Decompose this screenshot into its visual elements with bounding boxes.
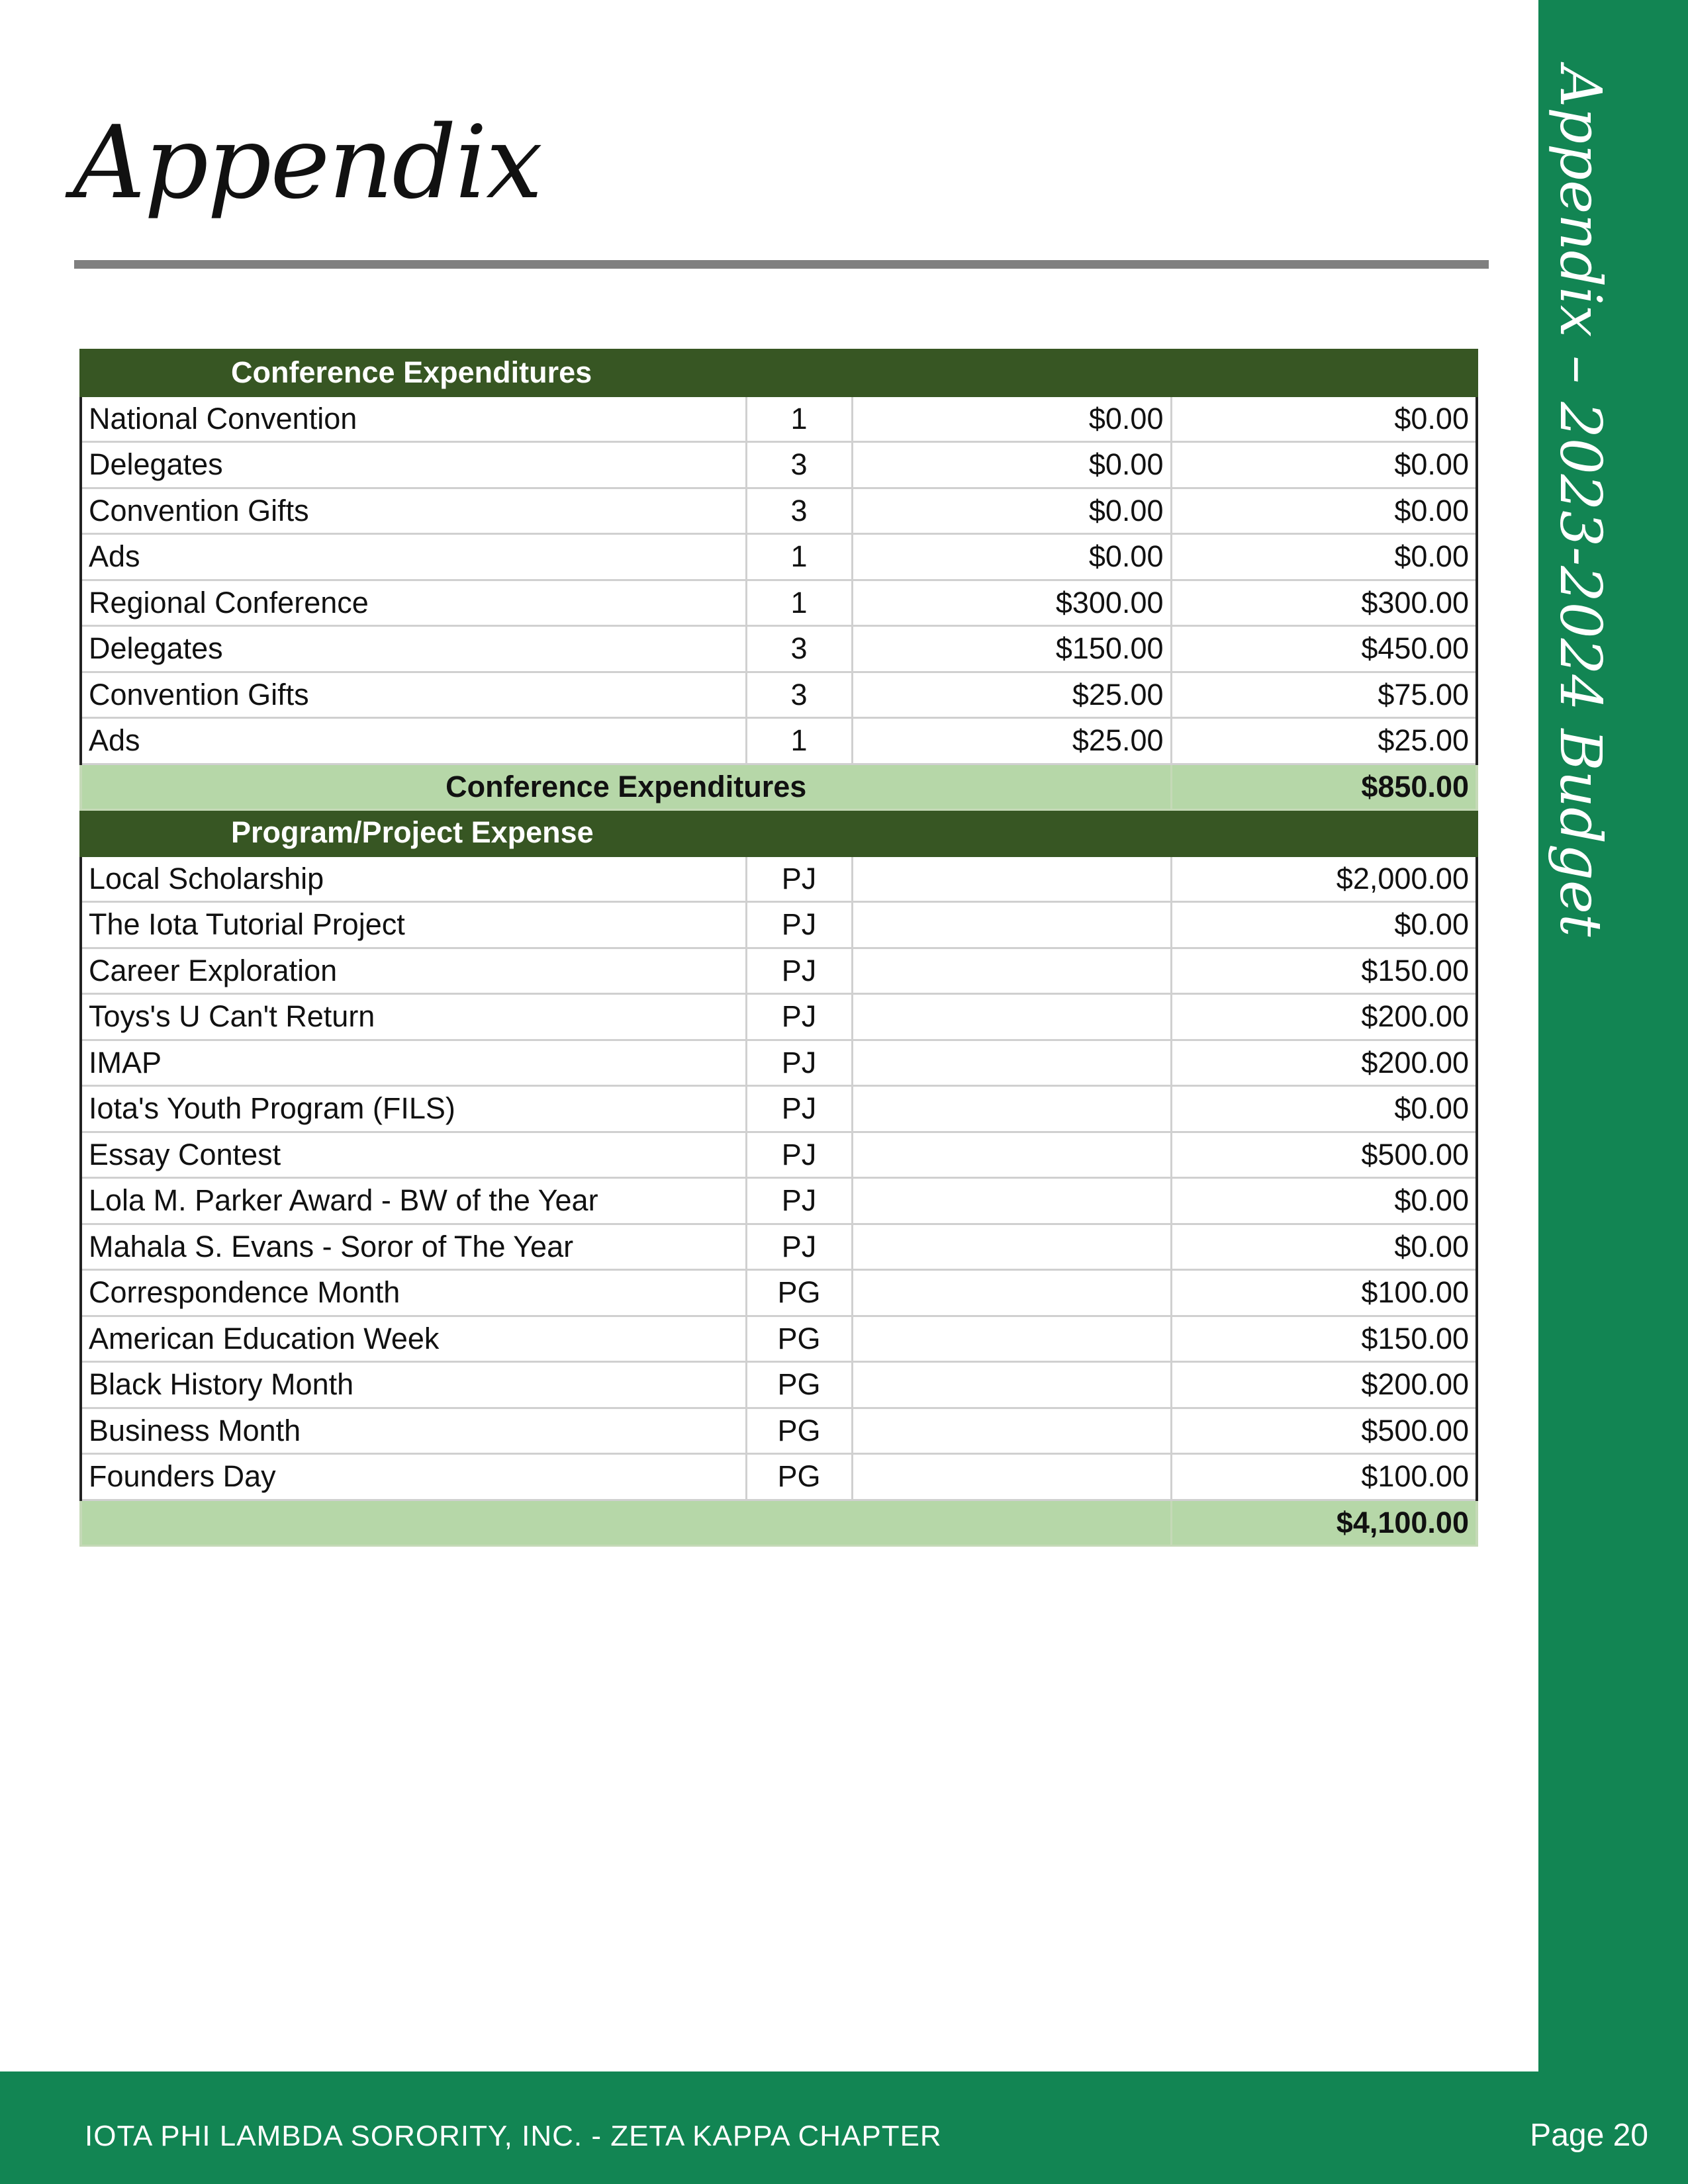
page-number: Page 20: [1530, 2118, 1648, 2153]
footer-org-name: IOTA PHI LAMBDA SORORITY, INC. - ZETA KAPPA CHAPTER: [85, 2120, 942, 2152]
table-row: [81, 948, 1477, 994]
row-item: Convention Gifts: [81, 672, 746, 718]
row-code: PJ: [746, 1178, 852, 1224]
row-quantity: 3: [746, 626, 852, 672]
row-quantity: 1: [746, 396, 852, 442]
row-total: $150.00: [1171, 948, 1477, 994]
row-total: $0.00: [1171, 1086, 1477, 1132]
row-item: Lola M. Parker Award - BW of the Year: [81, 1178, 746, 1224]
total-label: [81, 1500, 1171, 1546]
row-code: PJ: [746, 1132, 852, 1178]
row-quantity: 3: [746, 672, 852, 718]
title-divider: [74, 260, 1489, 269]
row-code: PG: [746, 1408, 852, 1454]
row-total: $0.00: [1171, 488, 1477, 534]
row-unit-cost: [852, 948, 1171, 994]
row-total: $500.00: [1171, 1132, 1477, 1178]
row-quantity: 3: [746, 488, 852, 534]
row-total: $300.00: [1171, 580, 1477, 626]
row-item: American Education Week: [81, 1316, 746, 1362]
table-row: [81, 1040, 1477, 1086]
row-unit-cost: [852, 1362, 1171, 1408]
section-title: Program/Project Expense: [81, 810, 746, 856]
table-row: [81, 1270, 1477, 1316]
row-unit-cost: [852, 1086, 1171, 1132]
section-header-program: [81, 810, 1477, 856]
row-code: PJ: [746, 948, 852, 994]
page-title: Appendix: [73, 104, 541, 221]
row-total: $75.00: [1171, 672, 1477, 718]
row-item: Delegates: [81, 626, 746, 672]
table-row: [81, 1454, 1477, 1500]
row-unit-cost: [852, 1454, 1171, 1500]
row-unit-cost: [852, 1040, 1171, 1086]
row-item: Ads: [81, 534, 746, 580]
row-unit-cost: [852, 902, 1171, 948]
table-row: [81, 672, 1477, 718]
row-item: Ads: [81, 718, 746, 764]
row-total: $500.00: [1171, 1408, 1477, 1454]
sidebar-title: Appendix – 2023-2024 Budget: [1547, 66, 1613, 937]
row-item: Mahala S. Evans - Soror of The Year: [81, 1224, 746, 1270]
total-label: Conference Expenditures: [81, 764, 1171, 810]
row-unit-cost: [852, 1132, 1171, 1178]
total-value: $850.00: [1171, 764, 1477, 810]
row-unit-cost: [852, 856, 1171, 902]
row-unit-cost: [852, 1178, 1171, 1224]
row-total: $0.00: [1171, 396, 1477, 442]
row-unit-cost: $0.00: [852, 488, 1171, 534]
table-row: [81, 1132, 1477, 1178]
row-total: $2,000.00: [1171, 856, 1477, 902]
row-code: PJ: [746, 902, 852, 948]
row-total: $0.00: [1171, 1224, 1477, 1270]
row-item: National Convention: [81, 396, 746, 442]
table-row: [81, 534, 1477, 580]
section-header-conference: [81, 350, 1477, 396]
row-unit-cost: $300.00: [852, 580, 1171, 626]
row-item: Correspondence Month: [81, 1270, 746, 1316]
row-item: Business Month: [81, 1408, 746, 1454]
row-total: $150.00: [1171, 1316, 1477, 1362]
row-item: Essay Contest: [81, 1132, 746, 1178]
table-row: [81, 856, 1477, 902]
row-total: $100.00: [1171, 1270, 1477, 1316]
row-total: $100.00: [1171, 1454, 1477, 1500]
row-code: PJ: [746, 1086, 852, 1132]
row-unit-cost: $0.00: [852, 442, 1171, 488]
table-row: [81, 902, 1477, 948]
row-total: $450.00: [1171, 626, 1477, 672]
row-item: Toys's U Can't Return: [81, 994, 746, 1040]
table-row: [81, 488, 1477, 534]
row-code: PG: [746, 1362, 852, 1408]
row-item: Iota's Youth Program (FILS): [81, 1086, 746, 1132]
row-total: $0.00: [1171, 1178, 1477, 1224]
row-code: PJ: [746, 994, 852, 1040]
row-item: Founders Day: [81, 1454, 746, 1500]
row-code: PJ: [746, 856, 852, 902]
table-row: [81, 396, 1477, 442]
row-quantity: 1: [746, 718, 852, 764]
row-total: $200.00: [1171, 1040, 1477, 1086]
table-row: [81, 718, 1477, 764]
row-quantity: 1: [746, 534, 852, 580]
row-item: Black History Month: [81, 1362, 746, 1408]
row-unit-cost: $150.00: [852, 626, 1171, 672]
row-unit-cost: $25.00: [852, 718, 1171, 764]
table-row: [81, 1086, 1477, 1132]
row-unit-cost: [852, 1408, 1171, 1454]
row-code: PG: [746, 1316, 852, 1362]
table-row: [81, 994, 1477, 1040]
section-title: Conference Expenditures: [81, 350, 746, 396]
table-row: [81, 442, 1477, 488]
row-code: PG: [746, 1270, 852, 1316]
table-row: [81, 580, 1477, 626]
table-row: [81, 1224, 1477, 1270]
row-total: $0.00: [1171, 902, 1477, 948]
row-total: $0.00: [1171, 534, 1477, 580]
table-row: [81, 1316, 1477, 1362]
row-unit-cost: $0.00: [852, 396, 1171, 442]
table-row: [81, 1408, 1477, 1454]
row-item: Delegates: [81, 442, 746, 488]
row-unit-cost: [852, 1224, 1171, 1270]
row-quantity: 3: [746, 442, 852, 488]
program-total-row: [81, 1500, 1477, 1546]
row-quantity: 1: [746, 580, 852, 626]
row-total: $0.00: [1171, 442, 1477, 488]
row-item: IMAP: [81, 1040, 746, 1086]
table-row: [81, 1362, 1477, 1408]
conference-total-row: [81, 764, 1477, 810]
row-unit-cost: [852, 994, 1171, 1040]
row-unit-cost: [852, 1270, 1171, 1316]
row-item: The Iota Tutorial Project: [81, 902, 746, 948]
table-row: [81, 1178, 1477, 1224]
row-code: PJ: [746, 1040, 852, 1086]
row-total: $200.00: [1171, 1362, 1477, 1408]
total-value: $4,100.00: [1171, 1500, 1477, 1546]
row-total: $25.00: [1171, 718, 1477, 764]
row-code: PJ: [746, 1224, 852, 1270]
row-unit-cost: [852, 1316, 1171, 1362]
row-item: Regional Conference: [81, 580, 746, 626]
row-unit-cost: $25.00: [852, 672, 1171, 718]
row-unit-cost: $0.00: [852, 534, 1171, 580]
table-row: [81, 626, 1477, 672]
row-total: $200.00: [1171, 994, 1477, 1040]
row-code: PG: [746, 1454, 852, 1500]
budget-table: [79, 349, 1478, 1547]
row-item: Convention Gifts: [81, 488, 746, 534]
row-item: Career Exploration: [81, 948, 746, 994]
row-item: Local Scholarship: [81, 856, 746, 902]
